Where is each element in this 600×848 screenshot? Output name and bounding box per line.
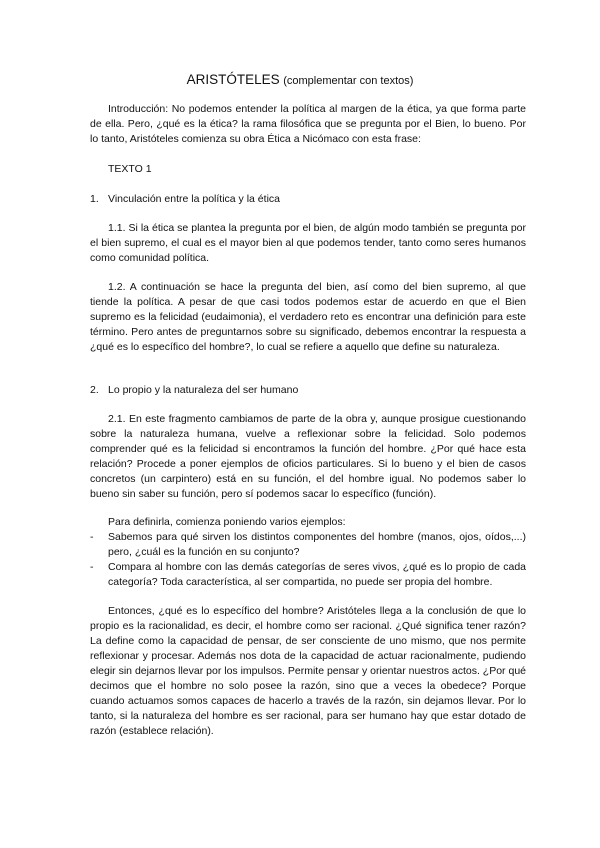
paragraph-2-1: 2.1. En este fragmento cambiamos de parte de la obra y, aunque prosigue cuestionando sobre la naturaleza humana, vuelve a reflexionar sobre la felicidad. Solo podemos comprender qué es la felicidad si encontramos la función del hombre. ¿Por qué hace esta relación? Procede a poner ejemplos de oficios particulares. Si lo bueno y el bien de casos concretos (un carpintero) está en su función, el del hombre igual. No podemos saber lo bueno sin saber su función, pero sí podemos sacar lo específico (función). [90, 413, 526, 500]
list-item-text: Compara al hombre con las demás categorías de seres vivos, ¿qué es lo propio de cada categoría? Toda característica, al ser compartida, no puede ser propia del hombre. [108, 561, 526, 588]
examples-intro: Para definirla, comienza poniendo varios ejemplos: [108, 516, 346, 528]
section-1-number: 1. [90, 193, 99, 205]
paragraph-1-1: 1.1. Si la ética se plantea la pregunta por el bien, de algún modo también se pregunta por el bien supremo, el cual es el mayor bien al que podemos tender, tanto como seres humanos como comunidad política. [90, 222, 526, 264]
texto-label: TEXTO 1 [108, 163, 152, 175]
section-2-title: Lo propio y la naturaleza del ser humano [108, 384, 299, 396]
list-item-text: Sabemos para qué sirven los distintos componentes del hombre (manos, ojos, oídos,...) pero, ¿cuál es la función en su conjunto? [108, 531, 526, 558]
intro-paragraph: Introducción: No podemos entender la política al margen de la ética, ya que forma parte de ella. Pero, ¿qué es la ética? la rama filosófica que se pregunta por el Bien, lo bueno. Por lo tanto, Aristóteles comienza su obra Ética a Nicómaco con esta frase: [90, 103, 526, 145]
section-1-title: Vinculación entre la política y la ética [108, 193, 280, 205]
document-title [0, 72, 600, 87]
bullet-dash: - [90, 561, 94, 573]
section-2-number: 2. [90, 384, 99, 396]
list-item [90, 560, 526, 590]
bullet-dash: - [90, 531, 94, 543]
title-subtitle: (complementar con textos) [283, 75, 414, 87]
paragraph-1-2: 1.2. A continuación se hace la pregunta del bien, así como del bien supremo, al que tiende la política. A pesar de que casi todos podemos estar de acuerdo en que el Bien supremo es la felicidad (eudaimonia), el verdadero reto es encontrar una definición para este término. Pero antes de preguntarnos sobre su significado, debemos encontrar la respuesta a ¿qué es lo específico del hombre?, lo cual se refiere a aquello que define su naturaleza. [90, 281, 526, 353]
final-paragraph: Entonces, ¿qué es lo específico del hombre? Aristóteles llega a la conclusión de que lo propio es la racionalidad, es decir, el hombre como ser racional. ¿Qué significa tener razón? La define como la capacidad de pensar, de ser consciente de uno mismo, que nos permite reflexionar y procesar. Además nos dota de la capacidad de actuar racionalmente, pudiendo elegir sin dejarnos llevar por los impulsos. Permite pensar y orientar nuestros actos. ¿Por qué decimos que el hombre no solo posee la razón, sino que a veces la obedece? Porque cuando actuamos somos capaces de hacerlo a través de la razón, sin dejamos llevar. Por lo tanto, si la naturaleza del hombre es ser racional, para ser humano hay que estar dotado de razón (establece relación). [90, 605, 526, 737]
title-main: ARISTÓTELES [186, 72, 280, 87]
list-item [90, 530, 526, 560]
examples-list [90, 530, 526, 590]
